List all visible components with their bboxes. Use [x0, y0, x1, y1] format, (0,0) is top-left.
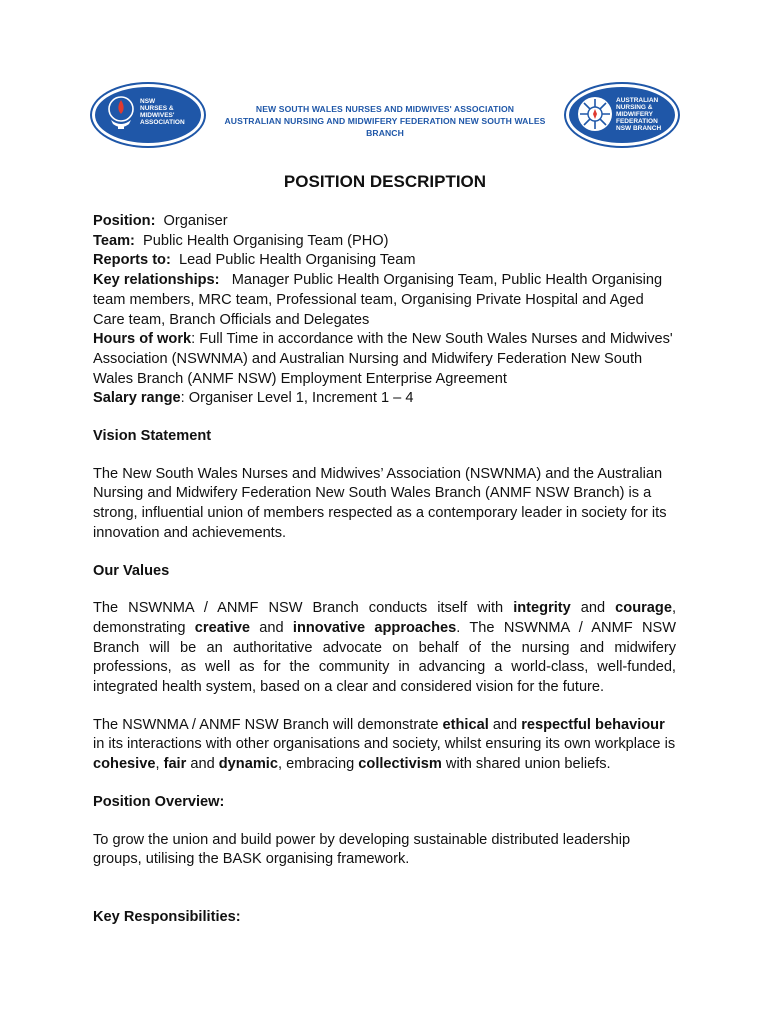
reports-to-label: Reports to: [93, 252, 171, 269]
position-field [93, 212, 676, 232]
key-relationships-label: Key relationships: [93, 272, 220, 289]
values-paragraph-1: The NSWNMA / ANMF NSW Branch conducts itself with integrity and courage, demonstrating creative and innovative approaches. The NSWNMA / ANMF NSW Branch will be an authoritative advocate on behalf of the nursing and midwifery professions, as well as for the community in advancing a world-class, well-funded, integrated health system, based on a clear and considered vision for the future. [93, 600, 677, 696]
hours-label: Hours of work [93, 331, 192, 348]
letterhead-title-line2: AUSTRALIAN NURSING AND MIDWIFERY FEDERATION NEW SOUTH WALES BRANCH [224, 116, 546, 138]
salary-label: Salary range [93, 390, 181, 407]
document-title: POSITION DESCRIPTION [283, 172, 487, 191]
overview-text: To grow the union and build power by developing sustainable distributed leadership groups, utilising the BASK organising framework. [93, 831, 631, 868]
vision-text: The New South Wales Nurses and Midwives’ Association (NSWNMA) and the Australian Nursing and Midwifery Federation New South Wales Branch (ANMF NSW Branch) is a strong, influential union of members respected as a contemporary leader in society for its innovation and achievements. [93, 465, 667, 541]
letterhead [92, 84, 678, 150]
reports-to-value: Lead Public Health Organising Team [178, 252, 416, 269]
key-relationships-value: Manager Public Health Organising Team, Public Health Organising team members, MRC team, Professional team, Organising Private Hospital and Aged Care team, Branch Officials and Delegates [93, 272, 663, 328]
document-body [93, 212, 676, 928]
letterhead-title-line1: NEW SOUTH WALES NURSES AND MIDWIVES' ASSOCIATION [255, 104, 515, 114]
hours-field [93, 330, 676, 389]
values-heading: Our Values [93, 562, 170, 579]
letterhead-titles [216, 103, 554, 139]
lamp-icon [106, 94, 136, 136]
values-paragraph-2: The NSWNMA / ANMF NSW Branch will demonstrate ethical and respectful behaviour in its interactions with other organisations and society, whilst ensuring its own workplace is cohesive, fair and dynamic, embracing collectivism with shared union beliefs. [93, 716, 676, 773]
star-burst-icon [576, 94, 614, 134]
anmf-logo-text: AUSTRALIAN NURSING & MIDWIFERY FEDERATION NSW BRANCH [616, 97, 662, 132]
salary-value: : Organiser Level 1, Increment 1 – 4 [180, 390, 414, 407]
position-label: Position: [93, 213, 156, 229]
team-field [93, 232, 676, 252]
responsibilities-heading: Key Responsibilities: [93, 908, 241, 925]
nswnma-logo [92, 84, 204, 146]
hours-value: : Full Time in accordance with the New South Wales Nurses and Midwives' Association (NSWNMA) and Australian Nursing and Midwifery Federation New South Wales Branch (ANMF NSW) Employment Enterprise Agreement [93, 331, 673, 387]
nswnma-logo-text: NSW NURSES & MIDWIVES' ASSOCIATION [140, 98, 185, 126]
key-relationships-field [93, 271, 676, 330]
anmf-logo [566, 84, 678, 146]
salary-field [93, 389, 676, 409]
reports-to-field [93, 251, 676, 271]
overview-heading: Position Overview: [93, 793, 225, 810]
vision-heading: Vision Statement [93, 428, 212, 445]
team-value: Public Health Organising Team (PHO) [143, 232, 389, 249]
team-label: Team: [93, 232, 135, 249]
position-value: Organiser [163, 213, 228, 229]
